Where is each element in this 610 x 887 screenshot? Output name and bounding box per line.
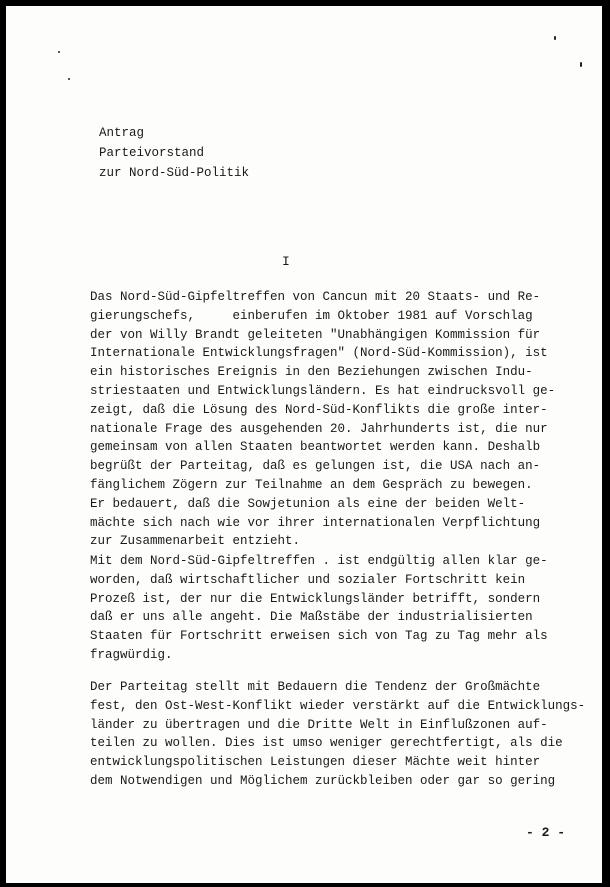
- scan-speck: [554, 36, 556, 40]
- text-line: ein historisches Ereignis in den Beziehungen zwischen Indu-: [90, 365, 533, 380]
- text-line: entwicklungspolitischen Leistungen dieser Mächte weit hinter: [90, 755, 541, 770]
- text-line: Prozeß ist, der nur die Entwicklungsländer betrifft, sondern: [90, 591, 541, 606]
- text-line: teilen zu wollen. Dies ist umso weniger gerechtfertigt, als die: [90, 736, 563, 751]
- text-line: worden, daß wirtschaftlicher und sozialer Fortschritt kein: [90, 572, 526, 587]
- text-line: daß er uns alle angeht. Die Maßstäbe der industrialisierten: [90, 610, 533, 625]
- text-line: striestaaten und Entwicklungsländern. Es hat eindrucksvoll ge-: [90, 383, 556, 398]
- scan-speck: [580, 62, 582, 67]
- text-line: nationale Frage des ausgehenden 20. Jahrhunderts ist, die nur: [90, 421, 548, 436]
- document-header: [99, 123, 249, 183]
- text-line: Internationale Entwicklungsfragen" (Nord-Süd-Kommission), ist: [90, 346, 548, 361]
- text-line: Das Nord-Süd-Gipfeltreffen von Cancun mit 20 Staats- und Re-: [90, 290, 541, 304]
- page-number: - 2 -: [526, 825, 566, 840]
- header-line-type: Antrag: [99, 126, 145, 140]
- text-line: gierungschefs, einberufen im Oktober 1981 auf Vorschlag: [90, 308, 533, 323]
- text-line: gemeinsam von allen Staaten beantwortet werden kann. Deshalb: [90, 440, 541, 455]
- text-line: mächte sich nach wie vor ihrer internationalen Verpflichtung: [90, 515, 541, 530]
- scan-speck: [68, 78, 70, 80]
- paragraph-1: [90, 288, 590, 551]
- text-line: länder zu übertragen und die Dritte Welt in Einflußzonen auf-: [90, 717, 548, 732]
- section-numeral: I: [282, 254, 290, 269]
- text-line: zeigt, daß die Lösung des Nord-Süd-Konflikts die große inter-: [90, 402, 548, 417]
- text-line: Staaten für Fortschritt erweisen sich von Tag zu Tag mehr als: [90, 629, 548, 644]
- text-line: fragwürdig.: [90, 647, 173, 662]
- text-line: Der Parteitag stellt mit Bedauern die Tendenz der Großmächte: [90, 680, 541, 694]
- text-line: fänglichem Zögern zur Teilnahme an dem Gespräch zu bewegen.: [90, 477, 533, 492]
- text-line: fest, den Ost-West-Konflikt wieder verstärkt auf die Entwicklungs-: [90, 698, 586, 713]
- text-line: der von Willy Brandt geleiteten "Unabhängigen Kommission für: [90, 327, 541, 342]
- paragraph-2: [90, 552, 590, 665]
- text-line: zur Zusammenarbeit entzieht.: [90, 534, 301, 549]
- text-line: begrüßt der Parteitag, daß es gelungen ist, die USA nach an-: [90, 459, 541, 474]
- document-page: [6, 6, 602, 883]
- text-line: dem Notwendigen und Möglichem zurückbleiben oder gar so gering: [90, 773, 556, 788]
- header-line-author: Parteivorstand: [99, 146, 205, 160]
- text-line: Mit dem Nord-Süd-Gipfeltreffen . ist endgültig allen klar ge-: [90, 554, 548, 568]
- header-line-subject: zur Nord-Süd-Politik: [99, 166, 250, 180]
- scan-speck: [58, 51, 60, 53]
- paragraph-3: [90, 678, 590, 791]
- text-line: Er bedauert, daß die Sowjetunion als eine der beiden Welt-: [90, 496, 526, 511]
